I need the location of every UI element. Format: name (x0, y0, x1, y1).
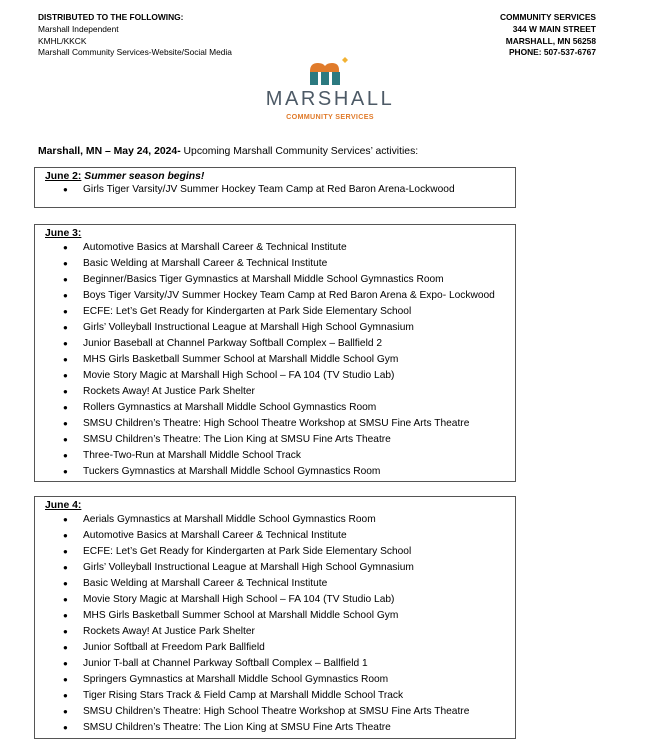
activity-item (45, 640, 515, 656)
activity-text: Tiger Rising Stars Track & Field Camp at Marshall Middle School Track (83, 690, 404, 701)
activity-text: Basic Welding at Marshall Career & Technical Institute (83, 578, 328, 589)
contact-org: COMMUNITY SERVICES (499, 12, 596, 22)
bullet-icon: ● (63, 563, 68, 572)
bullet-icon: ● (63, 723, 68, 732)
activity-item (45, 720, 515, 736)
bullet-icon: ● (63, 371, 68, 380)
activity-text: ECFE: Let’s Get Ready for Kindergarten at Park Side Elementary School (83, 306, 412, 317)
bullet-icon: ● (63, 675, 68, 684)
logo-brand-name: MARSHALL (265, 88, 395, 110)
activity-item (45, 288, 515, 304)
distribution-line: KMHL/KKCK (38, 35, 87, 46)
bullet-icon: ● (63, 595, 68, 604)
activity-item (45, 304, 515, 320)
activity-item (45, 240, 515, 256)
activity-text: ECFE: Let’s Get Ready for Kindergarten at Park Side Elementary School (83, 546, 412, 557)
logo-subtitle: COMMUNITY SERVICES (286, 112, 374, 121)
bullet-icon: ● (63, 611, 68, 620)
distribution-line: Marshall Independent (38, 23, 119, 34)
activity-list (45, 183, 515, 197)
activity-item (45, 608, 515, 624)
activity-item (45, 368, 515, 384)
contact-street: 344 W MAIN STREET (512, 23, 596, 34)
bullet-icon: ● (63, 403, 68, 412)
activity-text: MHS Girls Basketball Summer School at Marshall Middle School Gym (83, 610, 399, 621)
contact-city: MARSHALL, MN 56258 (505, 35, 596, 46)
activity-item (45, 656, 515, 672)
activity-item (45, 560, 515, 576)
bullet-icon: ● (63, 547, 68, 556)
bullet-icon: ● (63, 627, 68, 636)
bullet-icon: ● (63, 707, 68, 716)
activity-item (45, 416, 515, 432)
activity-text: Girls Tiger Varsity/JV Summer Hockey Team Camp at Red Baron Arena-Lockwood (83, 184, 455, 195)
activity-item (45, 592, 515, 608)
activity-text: Movie Story Magic at Marshall High School – FA 104 (TV Studio Lab) (83, 594, 395, 605)
activity-item (45, 384, 515, 400)
bullet-icon: ● (63, 259, 68, 268)
activity-text: Girls’ Volleyball Instructional League at Marshall High School Gymnasium (83, 562, 414, 573)
bullet-icon: ● (63, 451, 68, 460)
contact-phone: PHONE: 507-537-6767 (508, 47, 596, 58)
activity-item (45, 576, 515, 592)
activity-item (45, 688, 515, 704)
activity-item (45, 448, 515, 464)
activity-text: MHS Girls Basketball Summer School at Marshall Middle School Gym (83, 354, 399, 365)
activity-text: Junior T-ball at Channel Parkway Softball Complex – Ballfield 1 (83, 658, 368, 669)
activity-text: SMSU Children’s Theatre: High School Theatre Workshop at SMSU Fine Arts Theatre (83, 418, 470, 429)
day-box (34, 224, 516, 482)
activity-item (45, 320, 515, 336)
bullet-icon: ● (63, 355, 68, 364)
bullet-icon: ● (63, 579, 68, 588)
activity-text: Beginner/Basics Tiger Gymnastics at Marshall Middle School Gymnastics Room (83, 274, 444, 285)
activity-item (45, 272, 515, 288)
activity-text: Rollers Gymnastics at Marshall Middle School Gymnastics Room (83, 402, 377, 413)
activity-item (45, 512, 515, 528)
activity-item (45, 432, 515, 448)
day-box (34, 496, 516, 739)
bullet-icon: ● (63, 515, 68, 524)
bullet-icon: ● (63, 643, 68, 652)
bullet-icon: ● (63, 419, 68, 428)
activity-text: Tuckers Gymnastics at Marshall Middle School Gymnastics Room (83, 466, 381, 477)
activity-item (45, 352, 515, 368)
activity-list (45, 512, 515, 736)
activity-text: Springers Gymnastics at Marshall Middle School Gymnastics Room (83, 674, 389, 685)
intro-line (38, 146, 418, 157)
activity-text: SMSU Children’s Theatre: High School Theatre Workshop at SMSU Fine Arts Theatre (83, 706, 470, 717)
day-box (34, 167, 516, 208)
bullet-icon: ● (63, 291, 68, 300)
m-logo-icon (308, 57, 352, 87)
day-date: June 3: (45, 228, 82, 239)
bullet-icon: ● (63, 435, 68, 444)
activity-item (45, 672, 515, 688)
day-note: Summer season begins! (84, 171, 205, 182)
activity-text: Girls’ Volleyball Instructional League at Marshall High School Gymnasium (83, 322, 414, 333)
distribution-title: DISTRIBUTED TO THE FOLLOWING: (38, 12, 184, 22)
day-heading (45, 227, 515, 240)
day-heading (45, 170, 515, 183)
intro-dateline: Marshall, MN – May 24, 2024- (38, 146, 181, 157)
day-heading (45, 499, 515, 512)
contact-block (500, 12, 596, 59)
activity-text: Automotive Basics at Marshall Career & Technical Institute (83, 242, 347, 253)
bullet-icon: ● (63, 243, 68, 252)
bullet-icon: ● (63, 307, 68, 316)
activity-text: Basic Welding at Marshall Career & Technical Institute (83, 258, 328, 269)
bullet-icon: ● (63, 659, 68, 668)
activity-text: Automotive Basics at Marshall Career & Technical Institute (83, 530, 347, 541)
bullet-icon: ● (63, 323, 68, 332)
activity-item (45, 336, 515, 352)
bullet-icon: ● (63, 339, 68, 348)
bullet-icon: ● (63, 467, 68, 476)
activity-item (45, 544, 515, 560)
intro-text: Upcoming Marshall Community Services’ activities: (180, 146, 419, 157)
activity-item (45, 528, 515, 544)
activity-item (45, 256, 515, 272)
activity-text: Boys Tiger Varsity/JV Summer Hockey Team Camp at Red Baron Arena & Expo- Lockwood (83, 290, 495, 301)
activity-text: Junior Softball at Freedom Park Ballfield (83, 642, 265, 653)
activity-item (45, 464, 515, 480)
marshall-logo (250, 57, 410, 127)
distribution-block (38, 12, 232, 59)
activity-item (45, 704, 515, 720)
bullet-icon: ● (63, 185, 68, 194)
activity-text: SMSU Children’s Theatre: The Lion King at SMSU Fine Arts Theatre (83, 722, 391, 733)
bullet-icon: ● (63, 387, 68, 396)
activity-item (45, 624, 515, 640)
bullet-icon: ● (63, 691, 68, 700)
activity-text: Aerials Gymnastics at Marshall Middle School Gymnastics Room (83, 514, 376, 525)
activity-list (45, 240, 515, 480)
bullet-icon: ● (63, 275, 68, 284)
distribution-line: Marshall Community Services-Website/Social Media (38, 47, 232, 58)
activity-text: Rockets Away! At Justice Park Shelter (83, 386, 255, 397)
day-date: June 2: (45, 171, 82, 182)
activity-item (45, 400, 515, 416)
bullet-icon: ● (63, 531, 68, 540)
activity-text: Junior Baseball at Channel Parkway Softball Complex – Ballfield 2 (83, 338, 382, 349)
activity-text: Rockets Away! At Justice Park Shelter (83, 626, 255, 637)
activity-text: Movie Story Magic at Marshall High School – FA 104 (TV Studio Lab) (83, 370, 395, 381)
activity-text: Three-Two-Run at Marshall Middle School Track (83, 450, 301, 461)
activity-item (45, 183, 515, 197)
day-date: June 4: (45, 500, 82, 511)
activity-text: SMSU Children’s Theatre: The Lion King at SMSU Fine Arts Theatre (83, 434, 391, 445)
